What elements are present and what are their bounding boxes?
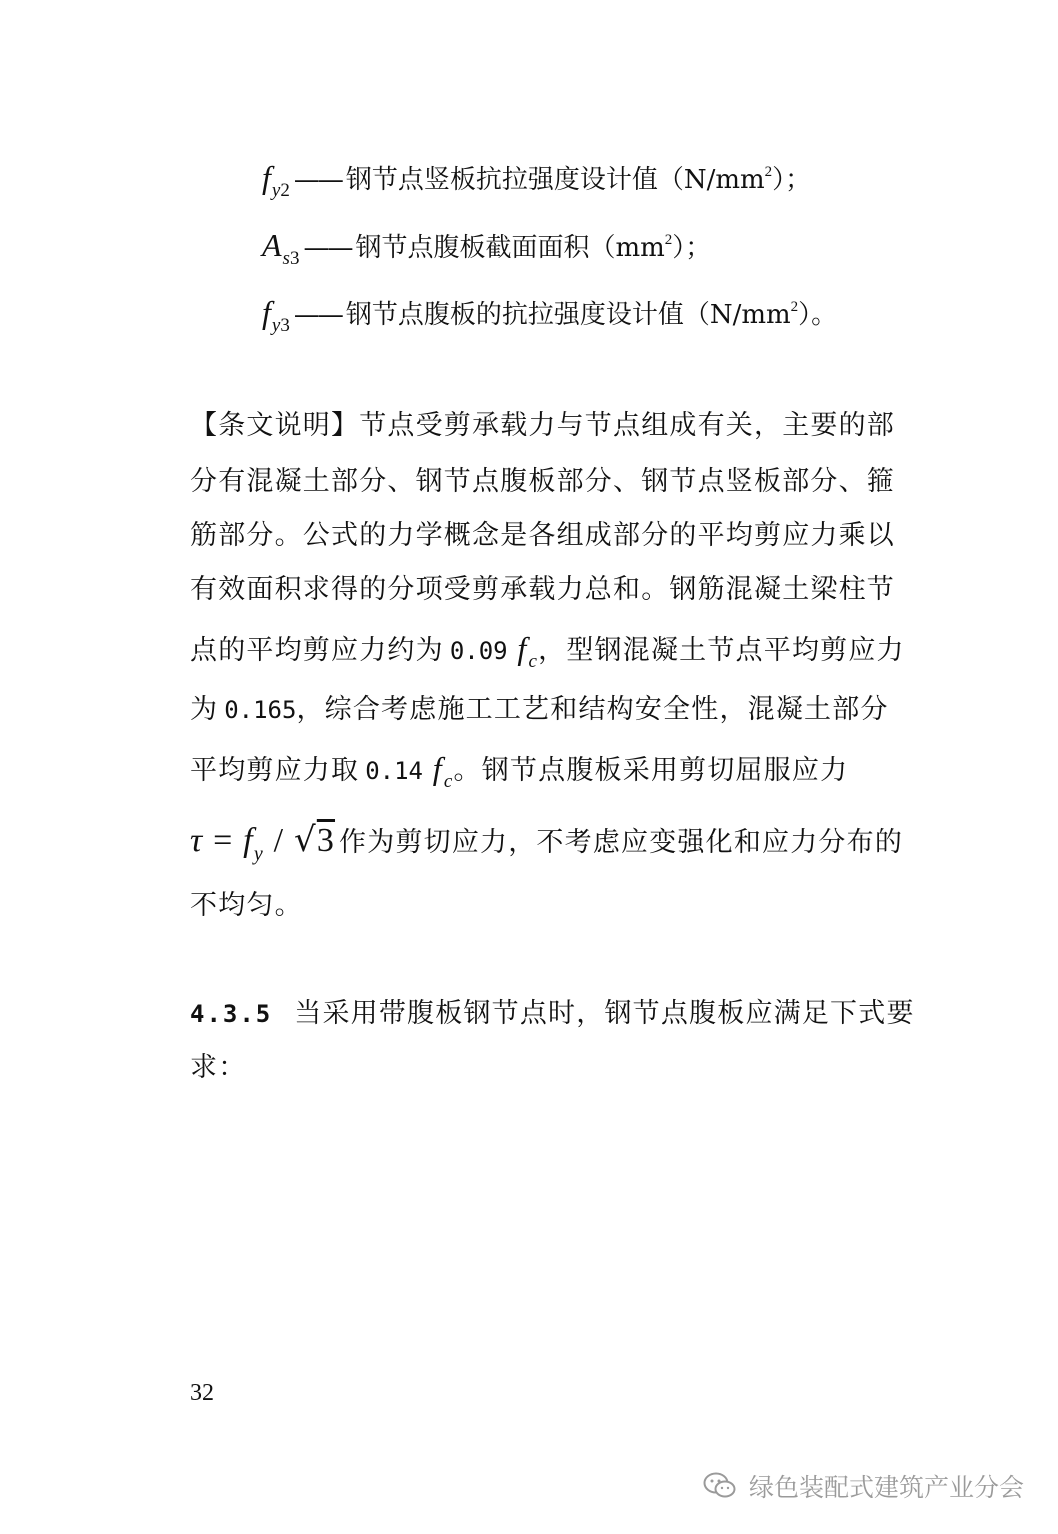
commentary-line-6: 为 0.165，综合考虑施工工艺和结构安全性，混凝土部分 <box>190 694 889 725</box>
commentary-line-9: 不均匀。 <box>190 890 303 921</box>
value-0-165: 0.165 <box>224 696 297 724</box>
commentary-line-8: $\tau = f_y / √3$ 作为剪切应力，不考虑应变强化和应力分布的 <box>190 820 904 865</box>
shear-stress-formula: $\tau = f_y / √3$ <box>190 820 336 865</box>
commentary-line-5: 点的平均剪应力约为 0.09 $f_c$，型钢混凝土节点平均剪应力 <box>190 630 905 672</box>
symbol-fy2: $f_{y2}$ <box>262 159 290 201</box>
clause-number: 4.3.5 <box>190 1000 273 1028</box>
value-0-14: 0.14 <box>365 757 423 785</box>
em-dash: —— <box>293 165 342 195</box>
commentary-line-1: 【条文说明】节点受剪承载力与节点组成有关，主要的部 <box>190 410 895 441</box>
em-dash: —— <box>303 233 352 263</box>
superscript: 2 <box>664 232 673 248</box>
symbol-fy3: $f_{y3}$ <box>262 294 290 336</box>
superscript: 2 <box>764 164 773 180</box>
em-dash: —— <box>293 300 342 330</box>
watermark-text: 绿色装配式建筑产业分会 <box>748 1473 1024 1502</box>
definition-fy2: $f_{y2}$ —— 钢节点竖板抗拉强度设计值$(N/mm^2)$； <box>262 159 812 201</box>
superscript: 2 <box>790 299 799 315</box>
commentary-line-4: 有效面积求得的分项受剪承载力总和。钢筋混凝土梁柱节 <box>190 574 895 605</box>
symbol-fc: $f_c$ <box>517 630 539 672</box>
value-0-09: 0.09 <box>449 637 508 665</box>
wechat-icon <box>703 1471 737 1501</box>
commentary-line-3: 筋部分。公式的力学概念是各组成部分的平均剪应力乘以 <box>190 520 895 551</box>
definition-fy3: $f_{y3}$ —— 钢节点腹板的抗拉强度设计值$(N/mm^2)$。 <box>262 294 838 336</box>
page-number: 32 <box>190 1380 214 1406</box>
symbol-as3: $A_{s3}$ <box>262 227 300 269</box>
clause-4-3-5-line-1: 4.3.5 当采用带腹板钢节点时，钢节点腹板应满足下式要 <box>190 998 915 1029</box>
clause-4-3-5-line-2: 求： <box>190 1052 247 1083</box>
watermark <box>703 1468 1024 1504</box>
definition-as3: $A_{s3}$ —— 钢节点腹板截面面积$(mm^2)$； <box>262 227 712 269</box>
definition-text: 钢节点腹板的抗拉强度设计值（N/mm <box>345 300 791 330</box>
commentary-line-7: 平均剪应力取 0.14 $f_c$。钢节点腹板采用剪切屈服应力 <box>190 750 849 792</box>
definition-text: 钢节点腹板截面面积（mm <box>355 233 665 263</box>
definition-text: 钢节点竖板抗拉强度设计值（N/mm <box>345 165 765 195</box>
symbol-fc: $f_c$ <box>432 750 454 792</box>
commentary-line-2: 分有混凝土部分、钢节点腹板部分、钢节点竖板部分、箍 <box>190 466 895 497</box>
